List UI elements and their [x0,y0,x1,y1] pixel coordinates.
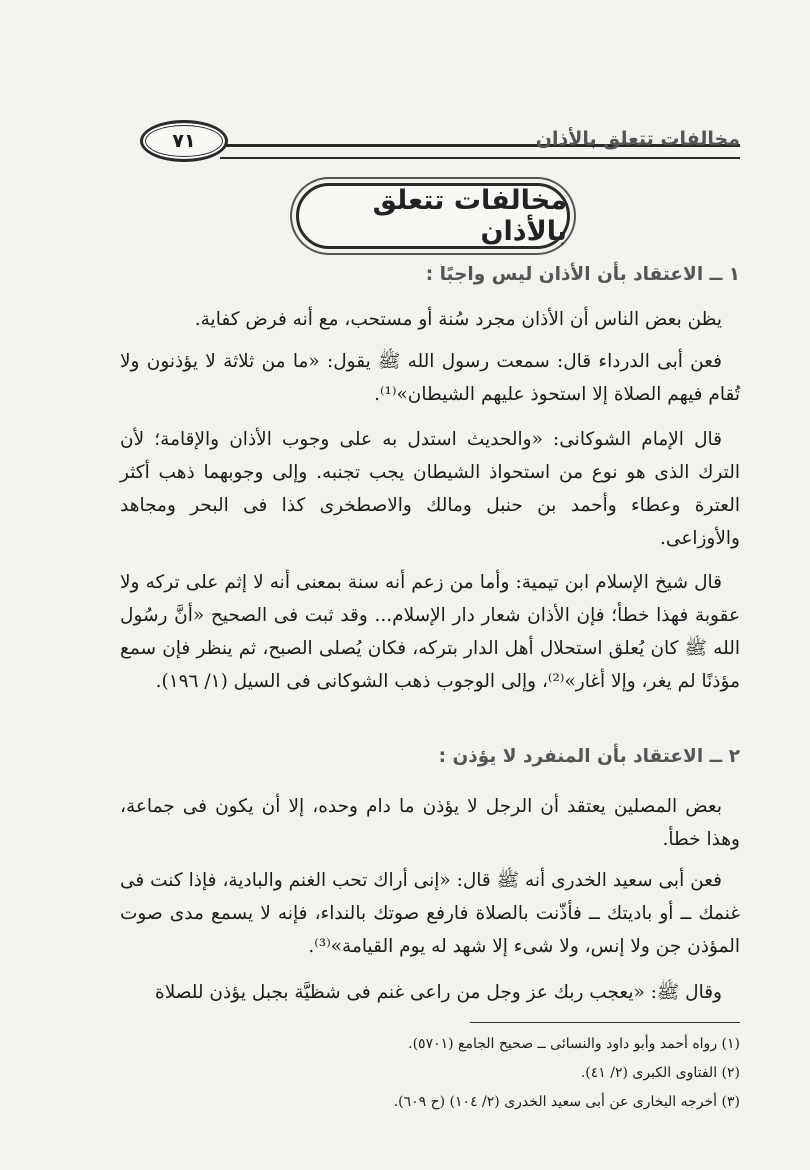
paragraph: قال الإمام الشوكانى: «والحديث استدل به على وجوب الأذان والإقامة؛ لأن الترك الذى هو نوع من استحواذ الشيطان يجب تجنبه. وإلى وجوبهما ذهب أكثر العترة وعطاء وأحمد بن حنبل ومالك والاصطخرى كذا فى البحر ومجاهد والأوزاعى. [120,429,740,549]
paragraph: وقال ﷺ: «يعجب ربك عز وجل من راعى غنم فى شظيَّة بجبل يؤذن للصلاة [155,982,722,1003]
section-heading-2: ٢ ــ الاعتقاد بأن المنفرد لا يؤذن : [438,746,740,767]
footnote-rule [470,1022,740,1023]
running-title: مخالفات تتعلق بالأذان [535,128,740,150]
footnote: (١) رواه أحمد وأبو داود والنسائى ــ صحيح الجامع (٥٧٠١). [408,1036,740,1052]
paragraph: فعن أبى سعيد الخدرى أنه ﷺ قال: «إنى أراك تحب الغنم والبادية، فإذا كنت فى غنمك ــ أو باديتك ــ فأذّنت بالصلاة فارفع صوتك بالنداء، فإنه لا يسمع مدى صوت المؤذن جن ولا إنس، ولا شىء إلا شهد له يوم القيامة»⁽³⁾. [120,870,740,957]
chapter-title-badge [296,183,570,249]
paragraph: فعن أبى الدرداء قال: سمعت رسول الله ﷺ يقول: «ما من ثلاثة لا يؤذنون ولا تُقام فيهم الصلاة إلا استحوذ عليهم الشيطان»⁽¹⁾. [120,351,740,405]
chapter-title: مخالفات تتعلق بالأذان [372,185,567,247]
paragraph: بعض المصلين يعتقد أن الرجل لا يؤذن ما دام وحده، إلا أن يكون فى جماعة، وهذا خطأ. [120,796,740,850]
footnote: (٣) أخرجه البخارى عن أبى سعيد الخدرى (٢/ ١٠٤) (ح ٦٠٩). [393,1094,740,1110]
section-heading-1: ١ ــ الاعتقاد بأن الأذان ليس واجبًا : [425,264,740,285]
footnote: (٢) الفتاوى الكبرى (٢/ ٤١). [580,1065,740,1081]
paragraph: قال شيخ الإسلام ابن تيمية: وأما من زعم أنه سنة بمعنى أنه لا إثم على تركه ولا عقوبة فهذا خطأ؛ فإن الأذان شعار دار الإسلام... وقد ثبت فى الصحيح «أنَّ رسُول الله ﷺ كان يُعلق استحلال أهل الدار بتركه، فكان يُصلى الصبح، ثم ينظر فإن سمع مؤذنًا لم يغر، وإلا أغار»⁽²⁾، وإلى الوجوب ذهب الشوكانى فى السيل (١/ ١٩٦). [120,572,740,692]
page-number: ٧١ [140,120,228,162]
running-header [120,118,740,164]
paragraph: يظن بعض الناس أن الأذان مجرد سُنة أو مستحب، مع أنه فرض كفاية. [194,309,722,330]
footnotes [120,1030,740,1117]
